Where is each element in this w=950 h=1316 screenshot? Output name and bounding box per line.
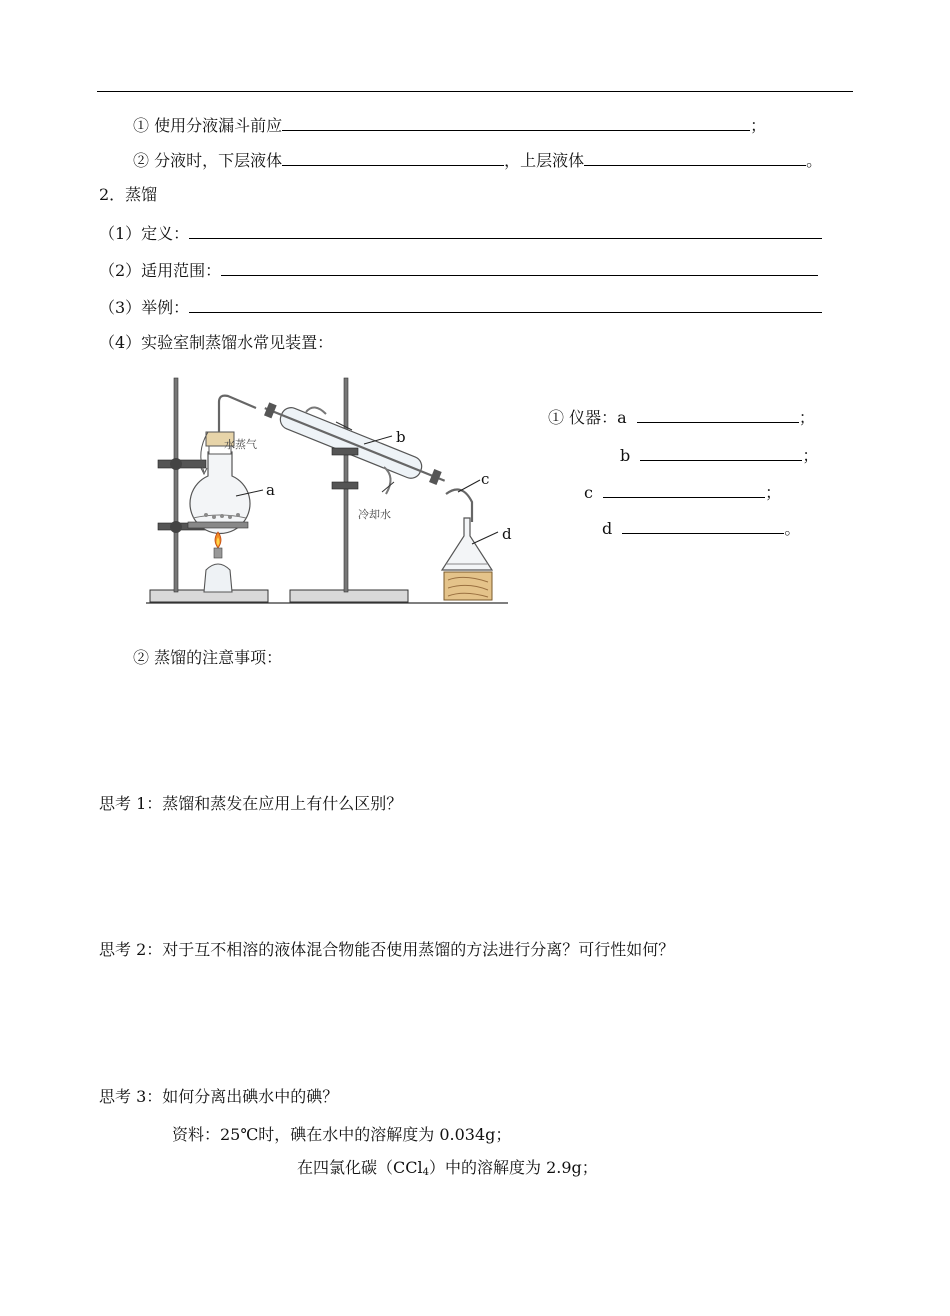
material-line-1: 资料：25℃时，碘在水中的溶解度为 0.034g； bbox=[172, 1125, 512, 1144]
label-d: d bbox=[502, 525, 512, 543]
material-line-2-post: ）中的溶解度为 2.9g； bbox=[428, 1158, 598, 1177]
receiving-flask bbox=[442, 518, 492, 570]
example-line bbox=[99, 296, 822, 318]
definition-blank[interactable] bbox=[189, 222, 822, 239]
scope-blank[interactable] bbox=[221, 259, 818, 276]
instrument-d-line bbox=[602, 517, 800, 539]
punct: ； bbox=[802, 446, 819, 465]
definition-label: （1）定义： bbox=[99, 224, 190, 243]
instrument-a-blank[interactable] bbox=[637, 406, 799, 423]
punct: 。 bbox=[784, 519, 801, 538]
apparatus-heading: （4）实验室制蒸馏水常见装置： bbox=[99, 333, 334, 352]
distillation-heading: 2．蒸馏 bbox=[99, 185, 158, 204]
instruments-label: ① 仪器： bbox=[548, 408, 618, 427]
punct: ； bbox=[765, 483, 782, 502]
lower-liquid-blank[interactable] bbox=[282, 149, 504, 166]
punct: ； bbox=[798, 408, 815, 427]
instrument-b-letter: b bbox=[620, 446, 631, 465]
definition-line bbox=[99, 222, 822, 244]
condenser bbox=[261, 398, 449, 491]
instrument-c-blank[interactable] bbox=[603, 481, 765, 498]
cooling-water-label: 冷却水 bbox=[358, 508, 391, 521]
punct: 。 bbox=[806, 151, 823, 170]
instrument-c-letter: c bbox=[584, 483, 593, 502]
funnel-check-line bbox=[133, 114, 766, 136]
adapter bbox=[446, 490, 472, 523]
instrument-d-blank[interactable] bbox=[622, 517, 784, 534]
stand-base-right bbox=[290, 590, 408, 602]
upper-liquid-blank[interactable] bbox=[584, 149, 806, 166]
header-rule bbox=[97, 91, 853, 92]
label-a: a bbox=[266, 481, 275, 499]
material-line-2-pre: 在四氯化碳（CCl bbox=[297, 1158, 423, 1177]
separating-label: ② 分液时，下层液体 bbox=[133, 151, 283, 170]
instrument-b-blank[interactable] bbox=[640, 444, 802, 461]
funnel-check-blank[interactable] bbox=[282, 114, 750, 131]
instrument-c-line bbox=[584, 481, 781, 503]
instrument-a-letter: a bbox=[617, 408, 627, 427]
instrument-d-letter: d bbox=[602, 519, 613, 538]
stand-rod-left bbox=[174, 378, 178, 592]
separating-line bbox=[133, 149, 822, 171]
scope-label: （2）适用范围： bbox=[99, 261, 222, 280]
label-b: b bbox=[396, 428, 406, 446]
scope-line bbox=[99, 259, 818, 281]
label-c: c bbox=[481, 470, 490, 488]
punct: ； bbox=[750, 116, 767, 135]
question-2: 思考 2：对于互不相溶的液体混合物能否使用蒸馏的方法进行分离？可行性如何？ bbox=[99, 940, 675, 959]
instrument-a-line bbox=[548, 406, 815, 428]
material-line-2 bbox=[297, 1158, 598, 1183]
ccl4-subscript: 4 bbox=[422, 1167, 429, 1178]
distillation-apparatus-figure bbox=[146, 372, 510, 608]
upper-liquid-label: ，上层液体 bbox=[504, 151, 585, 170]
instrument-b-line bbox=[620, 444, 818, 466]
question-1: 思考 1：蒸馏和蒸发在应用上有什么区别？ bbox=[99, 794, 403, 813]
example-blank[interactable] bbox=[189, 296, 822, 313]
question-3: 思考 3：如何分离出碘水中的碘？ bbox=[99, 1087, 339, 1106]
funnel-check-label: ① 使用分液漏斗前应 bbox=[133, 116, 283, 135]
steam-label: 水蒸气 bbox=[224, 438, 257, 451]
distillation-notes: ② 蒸馏的注意事项： bbox=[133, 648, 283, 667]
example-label: （3）举例： bbox=[99, 298, 190, 317]
